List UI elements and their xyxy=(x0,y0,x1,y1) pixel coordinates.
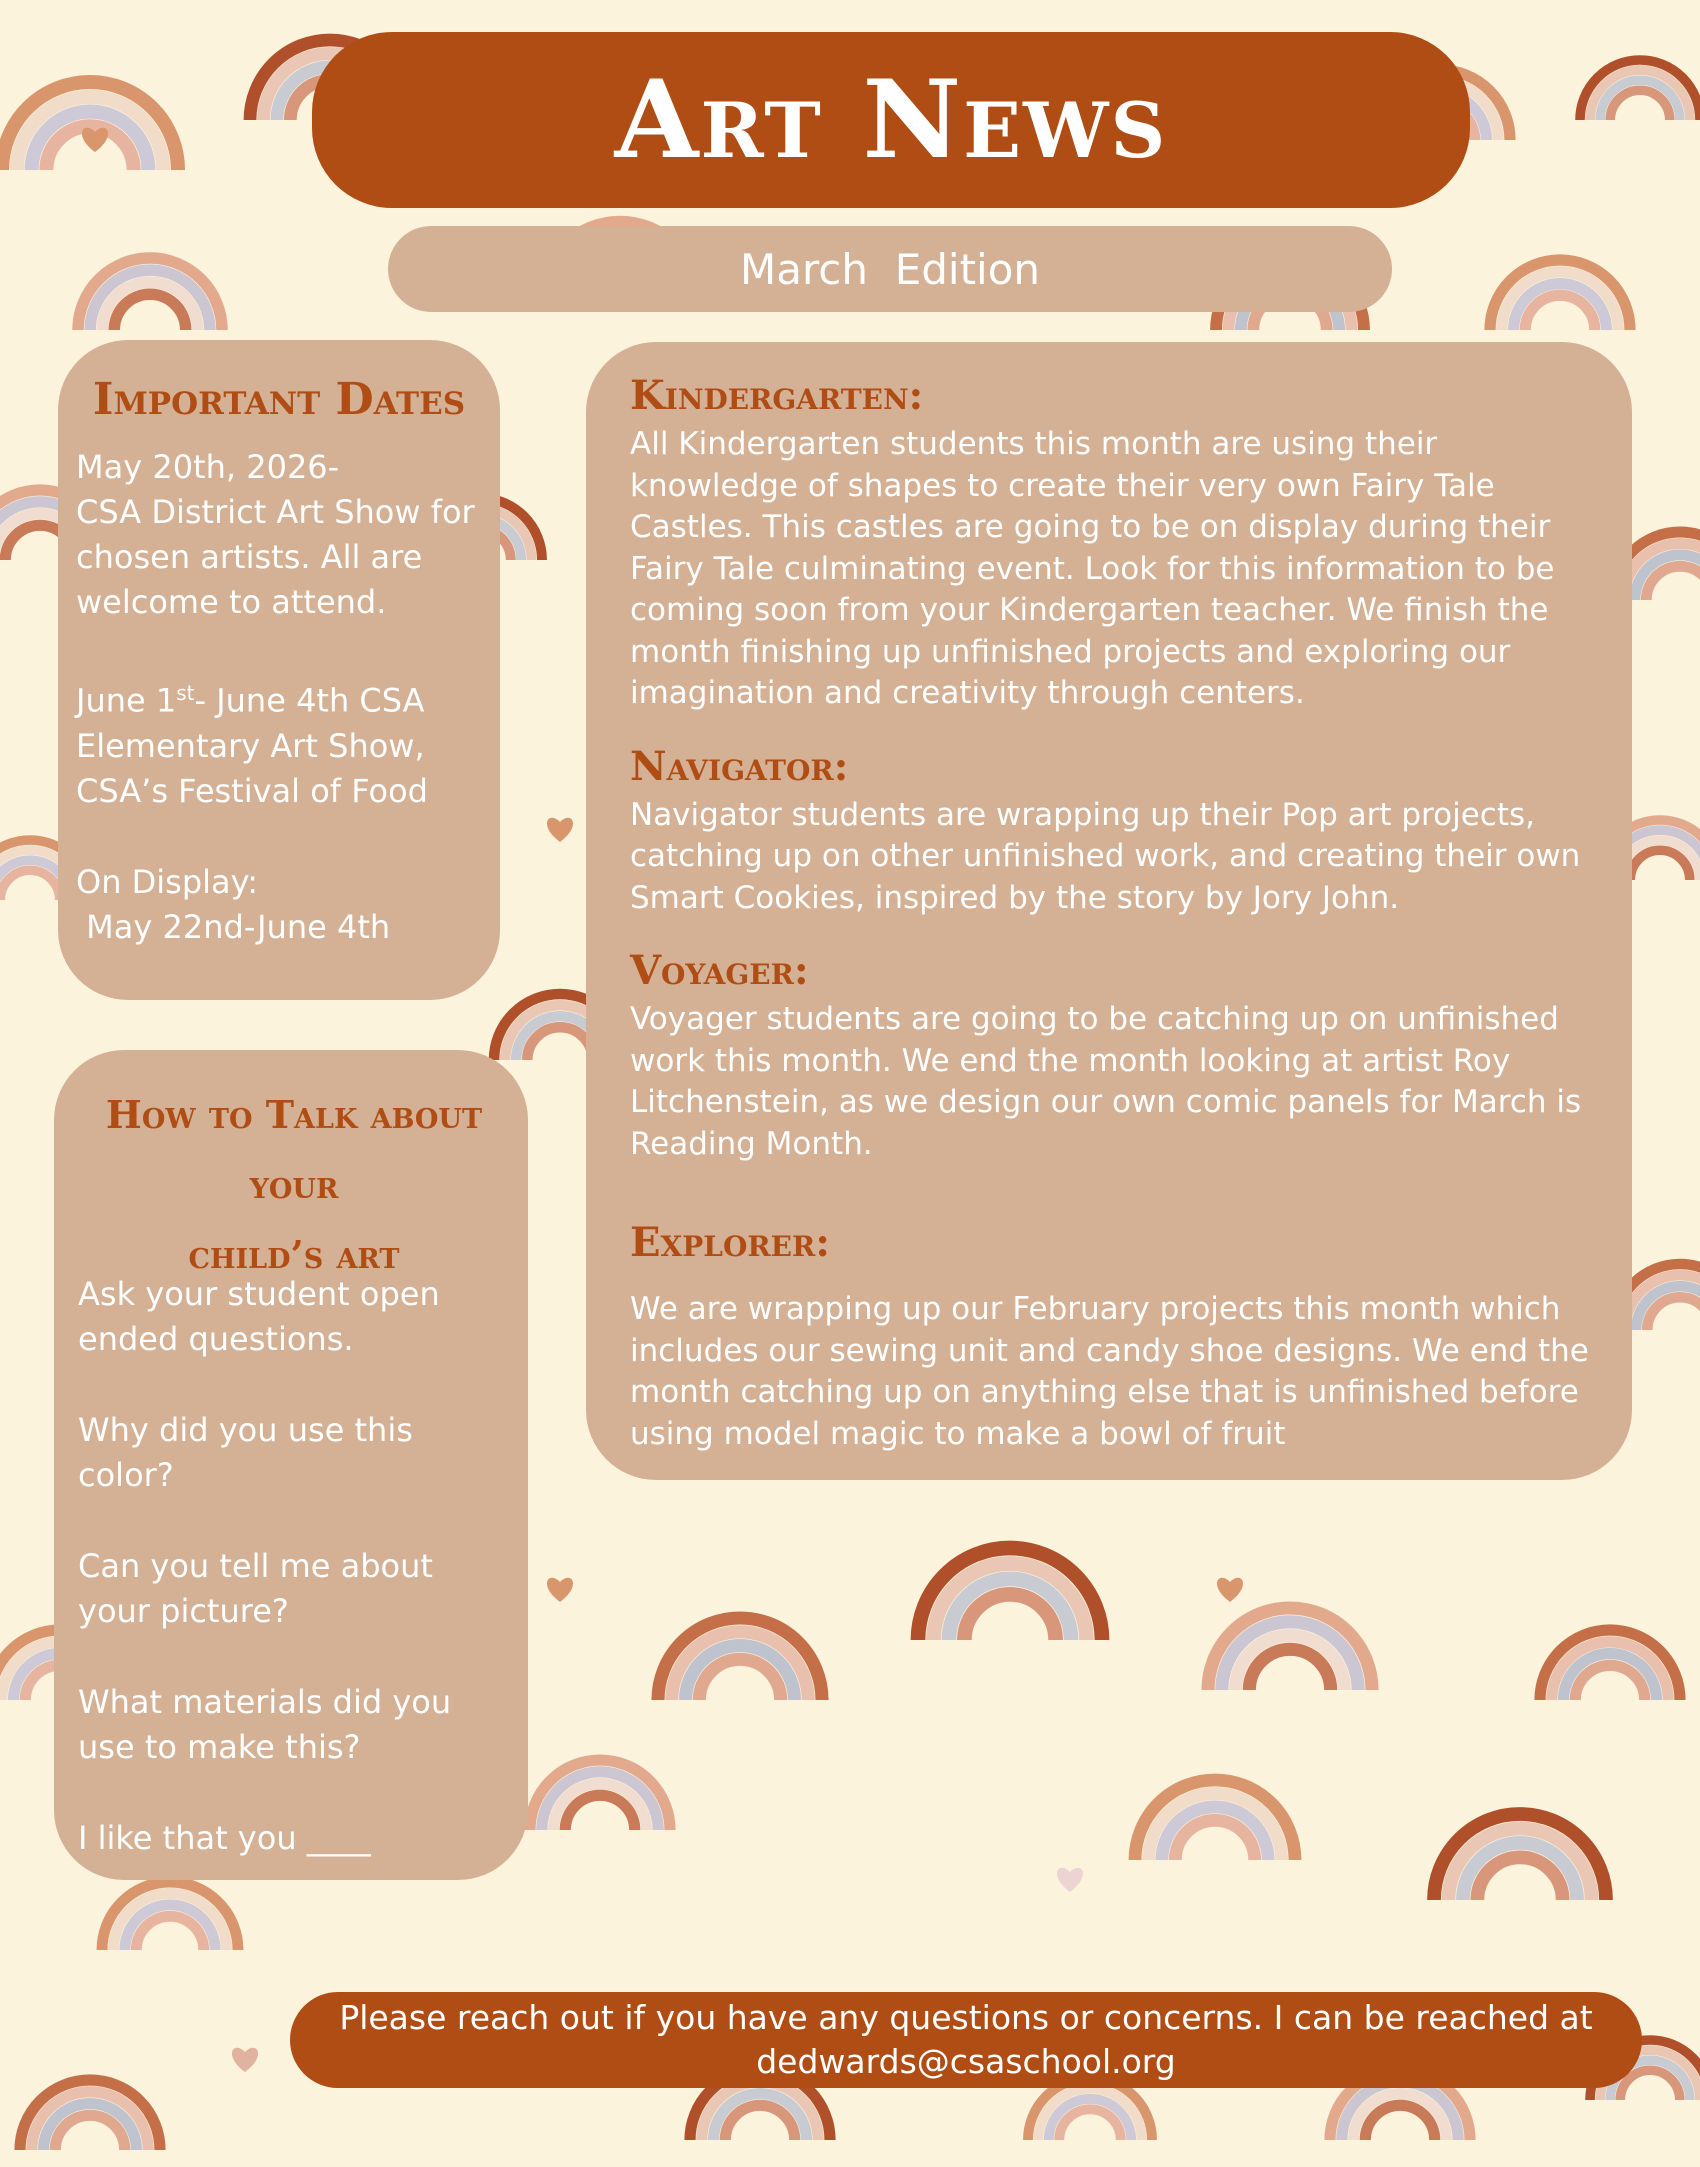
question-item: I like that you ____ xyxy=(78,1819,371,1857)
date-line: CSA District Art Show for xyxy=(76,493,475,531)
navigator-text: Navigator students are wrapping up their Pop art projects, catching up on other unfinished work, and creating their own Smart Cookies, inspired by the story by Jory John. xyxy=(630,796,1581,916)
voyager-heading: Voyager: xyxy=(630,947,809,994)
on-display-date xyxy=(76,860,482,950)
explorer-section xyxy=(630,1215,1592,1455)
heart-icon xyxy=(1057,1868,1083,1892)
talk-about-art-card xyxy=(54,1050,528,1880)
kindergarten-heading: Kindergarten: xyxy=(630,372,924,419)
kindergarten-text: All Kindergarten students this month are using their knowledge of shapes to create their very own Fairy Tale Castles. This castles are going to be on display during their Fairy Tale culminating event. Look for this information to be coming soon from your Kindergarten teacher. We finish the month finishing up unfinished projects and exploring our imagination and creativity through centers. xyxy=(630,426,1555,711)
explorer-text: We are wrapping up our February projects this month which includes our sewing unit and candy shoe designs. We end the month catching up on anything else that is unfinished before using model magic to make a bowl of fruit xyxy=(630,1291,1589,1452)
question-item: Ask your student open ended questions. xyxy=(78,1275,440,1358)
rainbow-motif xyxy=(1434,1814,1606,1900)
rainbow-motif xyxy=(918,1548,1102,1640)
date-line: CSA’s Festival of Food xyxy=(76,771,428,810)
date-line: June 1st- June 4th CSA xyxy=(76,681,425,720)
edition-label: March Edition xyxy=(739,244,1041,294)
voyager-text: Voyager students are going to be catching up on unfinished work this month. We end the month looking at artist Roy Litchenstein, as we design our own comic panels for March is Reading Month. xyxy=(630,1001,1582,1162)
page-title: Art News xyxy=(614,57,1168,183)
heart-icon xyxy=(232,2048,258,2072)
rainbow-motif xyxy=(20,2080,160,2150)
rainbow-motif xyxy=(78,258,222,330)
contact-email[interactable]: dedwards@csaschool.org xyxy=(756,2042,1176,2081)
rainbow-motif xyxy=(1580,60,1700,120)
elementary-show-date xyxy=(76,671,482,814)
rainbow-motif xyxy=(530,1760,670,1830)
important-dates-card xyxy=(58,340,500,1000)
question-item: What materials did you use to make this? xyxy=(78,1683,452,1766)
date-line: chosen artists. All are xyxy=(76,538,423,576)
voyager-section xyxy=(630,943,1592,1165)
heart-icon xyxy=(547,818,573,842)
rainbow-motif xyxy=(1540,1630,1680,1700)
question-item: Why did you use this color? xyxy=(78,1411,413,1494)
talk-heading-line-1: How to Talk about your xyxy=(105,1092,483,1207)
rainbow-motif xyxy=(1490,260,1630,330)
date-line: May 20th, 2026- xyxy=(76,448,340,486)
contact-footer xyxy=(290,1992,1642,2088)
rainbow-motif xyxy=(1135,1780,1295,1860)
title-banner xyxy=(312,32,1470,208)
edition-banner xyxy=(388,226,1392,312)
important-dates-heading: Important Dates xyxy=(92,374,466,425)
navigator-heading: Navigator: xyxy=(630,742,849,790)
rainbow-motif xyxy=(2,82,178,170)
navigator-section xyxy=(630,739,1592,920)
rainbow-motif xyxy=(102,1882,238,1950)
date-line: Elementary Art Show, xyxy=(76,726,425,765)
kindergarten-section xyxy=(630,368,1592,715)
explorer-heading: Explorer: xyxy=(630,1219,830,1266)
rainbow-motif xyxy=(1208,1608,1372,1690)
rainbow-motif xyxy=(658,1618,822,1700)
talk-body xyxy=(78,1272,510,1861)
grade-news-card xyxy=(586,342,1632,1480)
important-dates-body xyxy=(76,445,482,950)
talk-heading-line-2: child’s art xyxy=(188,1232,400,1277)
contact-message: Please reach out if you have any questions or concerns. I can be reached at xyxy=(339,1998,1593,2037)
date-line: May 22nd-June 4th xyxy=(76,907,391,946)
date-line: welcome to attend. xyxy=(76,583,387,621)
heart-icon xyxy=(547,1578,573,1602)
question-item: Can you tell me about your picture? xyxy=(78,1547,433,1630)
art-show-date xyxy=(76,445,482,625)
date-line: On Display: xyxy=(76,862,259,901)
heart-icon xyxy=(1217,1578,1243,1602)
